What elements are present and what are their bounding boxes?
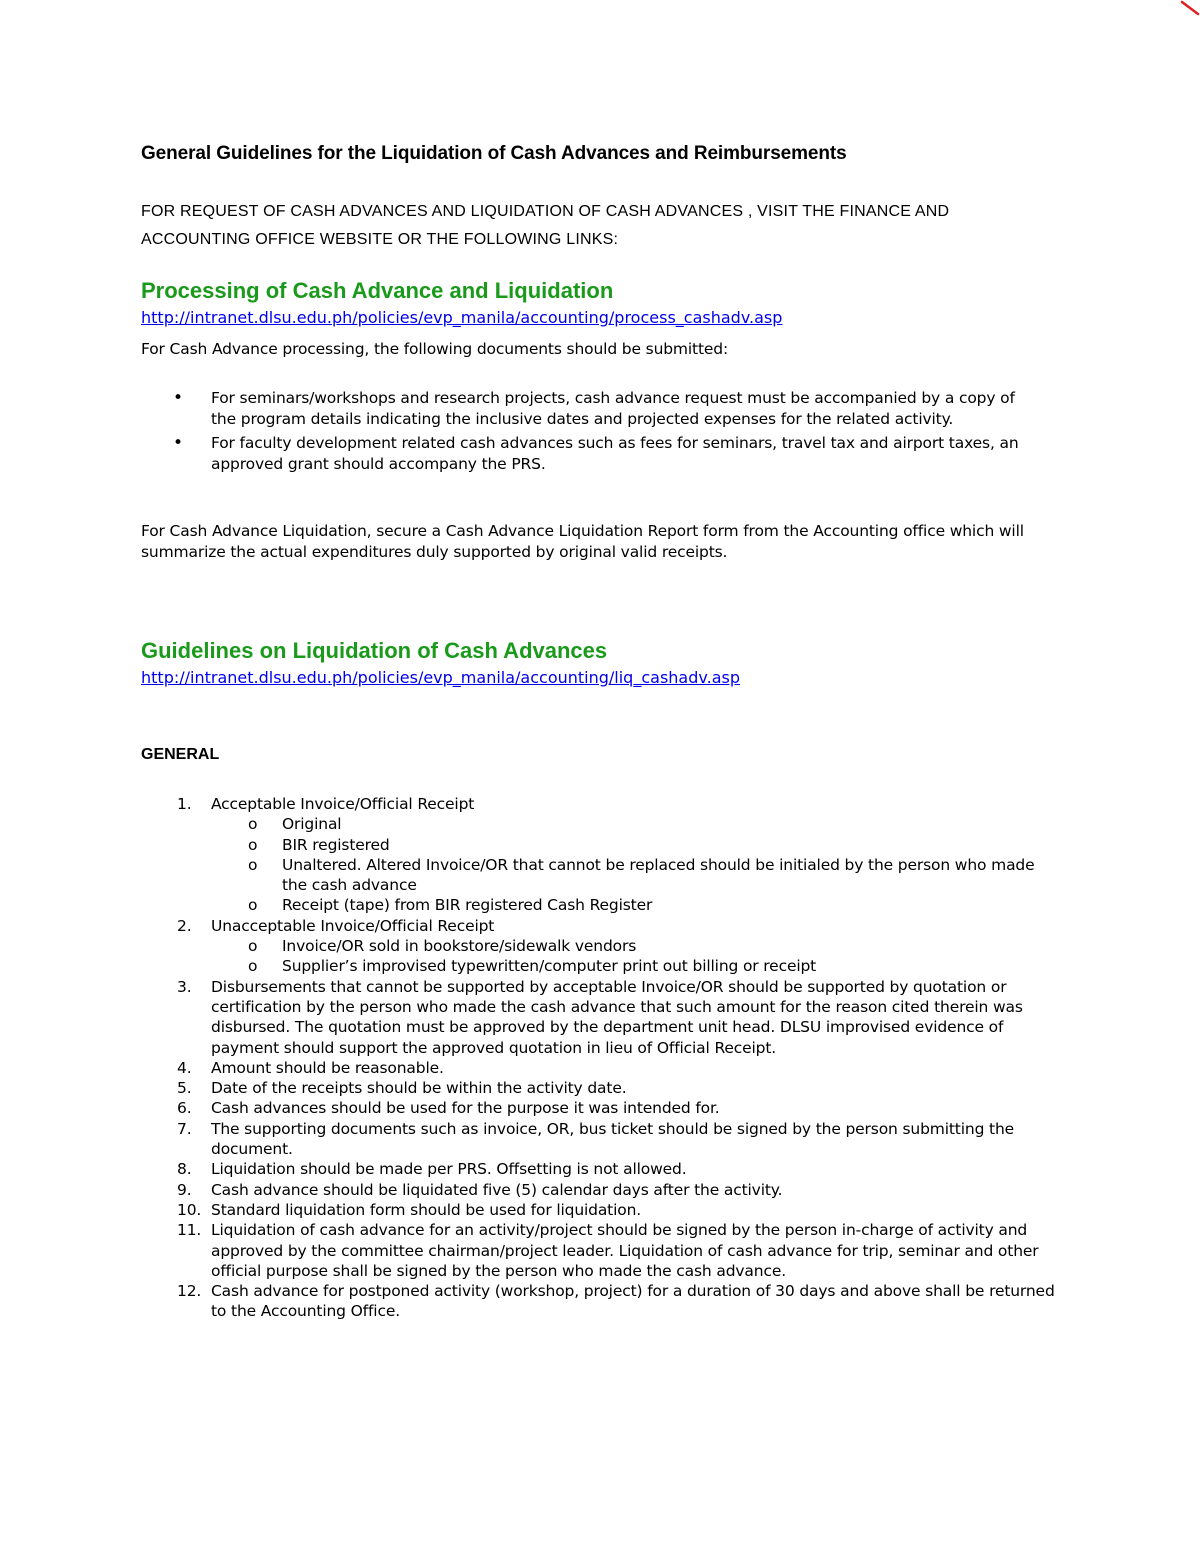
list-item-text: Disbursements that cannot be supported by acceptable Invoice/OR should be supported by quotation or certification by the person who made the cash advance that such amount for the reason cited therein was disbursed. The quotation must be approved by the department unit head. DLSU improvised evidence of payment should support the approved quotation in lieu of Official Receipt. (211, 977, 1023, 1057)
list-item-number: 3. (177, 977, 192, 996)
list-item-text: Unacceptable Invoice/Official Receipt (211, 916, 495, 935)
sub-list (211, 936, 1061, 977)
list-item-text: Liquidation should be made per PRS. Offsetting is not allowed. (211, 1160, 687, 1179)
general-list-item (141, 916, 1061, 977)
sub-list-item: o Supplier’s improvised typewritten/computer print out billing or receipt (211, 956, 1061, 976)
liquidation-note: For Cash Advance Liquidation, secure a Cash Advance Liquidation Report form from the Accounting office which will summarize the actual expenditures duly supported by original valid receipts. (141, 522, 1024, 561)
list-item-number: 7. (177, 1119, 192, 1138)
general-list-item (141, 1200, 1061, 1220)
list-item-number: 1. (177, 795, 192, 813)
general-list-item (141, 1220, 1061, 1281)
sub-list (211, 814, 1061, 915)
sub-list-item: o BIR registered (211, 835, 1061, 855)
list-item-text: Cash advances should be used for the purpose it was intended for. (211, 1099, 720, 1118)
list-item-text: The supporting documents such as invoice, OR, bus ticket should be signed by the person submitting the document. (211, 1119, 1015, 1159)
list-item-number: 12. (177, 1282, 202, 1301)
general-numbered-list (141, 794, 1061, 1322)
general-list-item (141, 977, 1061, 1058)
red-corner-mark-icon (1178, 0, 1200, 22)
general-list-item (141, 1058, 1061, 1078)
general-list-item (141, 1078, 1061, 1098)
list-item-number: 10. (177, 1200, 202, 1219)
sub-list-item: o Original (211, 814, 1061, 834)
general-list-item (141, 1159, 1061, 1179)
list-item-number: 9. (177, 1180, 192, 1199)
bullet-item: • For seminars/workshops and research projects, cash advance request must be accompanied by a copy of the program details indicating the inclusive dates and projected expenses for the related activity. (141, 388, 1041, 429)
list-item-number: 8. (177, 1160, 192, 1179)
list-item-text: Standard liquidation form should be used for liquidation. (211, 1200, 642, 1219)
list-item-text: Cash advance for postponed activity (workshop, project) for a duration of 30 days and above shall be returned to the Accounting Office. (211, 1282, 1055, 1321)
general-list-item (141, 1119, 1061, 1160)
bullet-item: • For faculty development related cash advances such as fees for seminars, travel tax and airport taxes, an approved grant should accompany the PRS. (141, 433, 1041, 474)
list-item-text: Liquidation of cash advance for an activity/project should be signed by the person in-charge of activity and approved by the committee chairman/project leader. Liquidation of cash advance for trip, seminar and other official purpose shall be signed by the person who made the cash advance. (211, 1221, 1039, 1280)
general-list-item (141, 794, 1061, 916)
guidelines-link[interactable]: http://intranet.dlsu.edu.ph/policies/evp_manila/accounting/liq_cashadv.asp (141, 668, 740, 687)
general-list-item (141, 1098, 1061, 1118)
general-label: GENERAL (141, 746, 220, 763)
list-item-text: Amount should be reasonable. (211, 1058, 444, 1077)
processing-heading: Processing of Cash Advance and Liquidation (141, 278, 614, 303)
general-list-item (141, 1180, 1061, 1200)
list-item-number: 2. (177, 916, 192, 935)
processing-link[interactable]: http://intranet.dlsu.edu.ph/policies/evp_manila/accounting/process_cashadv.asp (141, 308, 783, 327)
sub-list-item: o Invoice/OR sold in bookstore/sidewalk vendors (211, 936, 1061, 956)
list-item-number: 11. (177, 1221, 202, 1240)
list-item-text: Date of the receipts should be within the activity date. (211, 1079, 627, 1098)
document-title: General Guidelines for the Liquidation of Cash Advances and Reimbursements (141, 143, 847, 164)
sub-list-item: o Receipt (tape) from BIR registered Cash Register (211, 895, 1061, 915)
list-item-text: Acceptable Invoice/Official Receipt (211, 795, 475, 813)
guidelines-heading: Guidelines on Liquidation of Cash Advances (141, 638, 608, 663)
general-list-item (141, 1281, 1061, 1322)
sub-list-item: o Unaltered. Altered Invoice/OR that cannot be replaced should be initialed by the person who made the cash advance (211, 855, 1061, 896)
processing-bullet-list (141, 388, 1041, 478)
list-item-number: 6. (177, 1099, 192, 1118)
list-item-number: 5. (177, 1079, 192, 1098)
list-item-text: Cash advance should be liquidated five (5) calendar days after the activity. (211, 1180, 783, 1199)
processing-lead-text: For Cash Advance processing, the following documents should be submitted: (141, 340, 729, 358)
list-item-number: 4. (177, 1058, 192, 1077)
intro-text: FOR REQUEST OF CASH ADVANCES AND LIQUIDATION OF CASH ADVANCES , VISIT THE FINANCE AND ACCOUNTING OFFICE WEBSITE OR THE FOLLOWING LINKS: (141, 203, 950, 248)
